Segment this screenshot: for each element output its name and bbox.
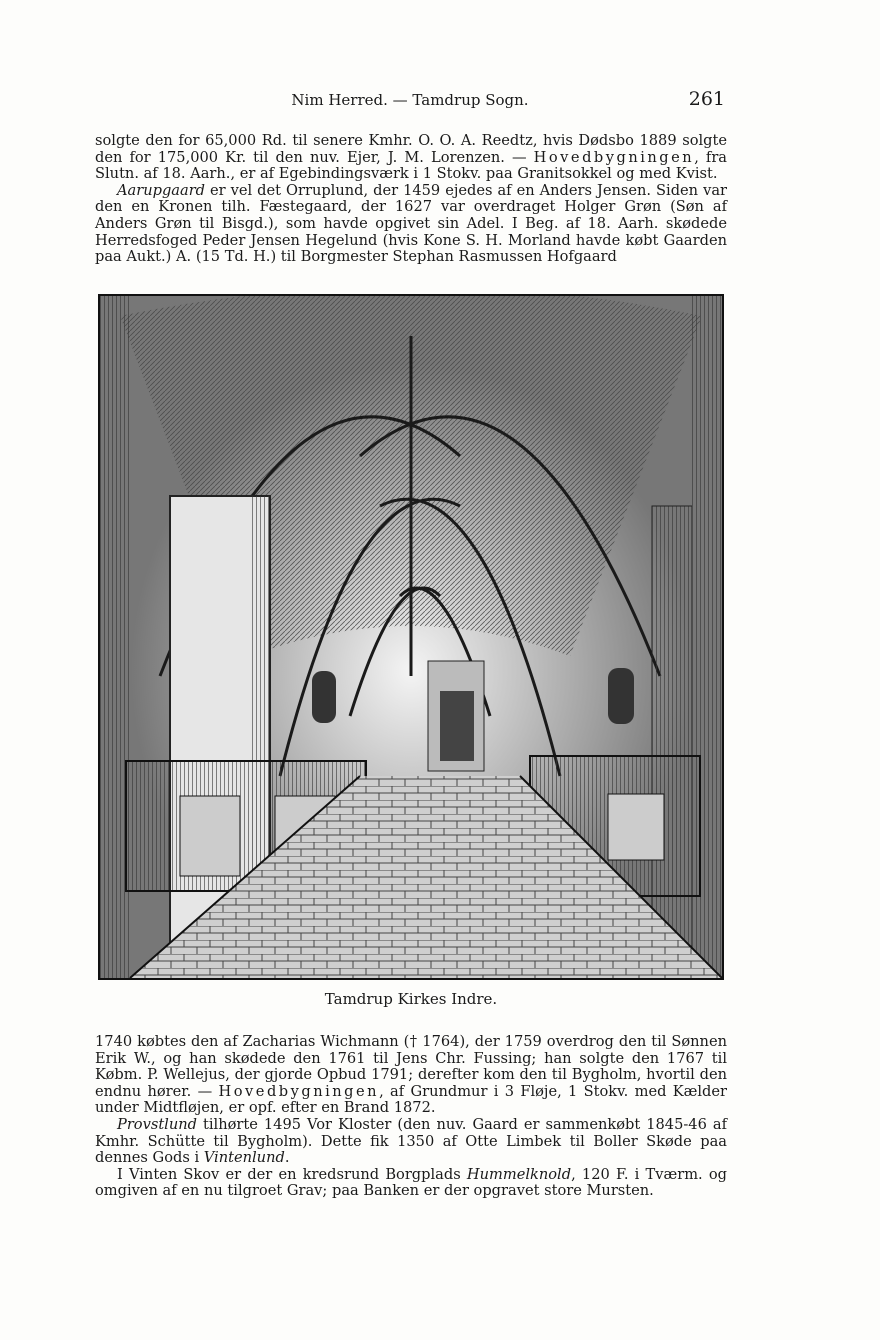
left-window [312,671,336,723]
place-name: Aarupgaard [117,181,206,199]
text-run: I Vinten Skov er der en kredsrund Borgplads [117,1165,467,1183]
figure-caption: Tamdrup Kirkes Indre. [324,990,498,1008]
text-run: er vel det Orruplund, der 1459 ejedes af en Anders Jensen. Siden var den en Kronen tilh. Fæstegaard, der 1627 var overdraget Holger Grøn (Søn af Anders Grøn til Bisgd.), som havde opgivet sin Adel. I Beg. af 18. Aarh. skødede Herredsfoged Peder Jensen Hegelund (hvis Kone S. H. Morland havde købt Gaarden paa Aukt.) A. (15 Td. H.) til Borgmester Stephan Rasmussen Hofgaard [95,181,727,266]
paragraph [95,133,727,183]
pew-panel [608,794,664,860]
text-run: . [284,1149,290,1167]
place-name: Hummelknold [466,1165,572,1183]
right-window [608,668,634,724]
paragraph [95,1117,727,1167]
paragraph [95,1034,727,1117]
altarpiece [440,691,474,761]
spaced-term: Hovedbygningen [533,148,695,166]
paragraph [95,183,727,266]
top-text-block [95,133,727,266]
text-run: tilhørte 1495 Vor Kloster (den nuv. Gaard er sammenkøbt 1845-46 af Kmhr. Schütte til Bygholm). Dette fik 1350 af Otte Limbek til Boller Skøde paa dennes Gods i [95,1115,727,1167]
spaced-term: Hovedbygningen [218,1082,380,1100]
running-title: Nim Herred. — Tamdrup Sogn. [291,91,529,109]
text-run: solgte den for 65,000 Rd. til senere Kmhr. O. O. A. Reedtz, hvis Dødsbo 1889 solgte den for 175,000 Kr. til den nuv. Ejer, J. M. Lorenzen. — [95,132,727,166]
paragraph [95,1167,727,1200]
bottom-text-block [95,1034,727,1200]
text-run: , fra Slutn. af 18. Aarh., er af Egebindingsværk i 1 Stokv. paa Granitsokkel og med Kvist. [95,148,727,183]
text-run: , 120 F. i Tværm. og omgiven af en nu tilgroet Grav; paa Banken er der opgravet store Mursten. [95,1165,728,1200]
place-name: Vintenlund [203,1149,285,1167]
church-interior-illustration [98,294,724,980]
text-run: 1740 købtes den af Zacharias Wichmann († 1764), der 1759 overdrog den til Sønnen Erik W., og han skødede den 1761 til Jens Chr. Fussing; han solgte den 1767 til Købm. P. Wellejus, der gjorde Opbud 1791; derefter kom den til Bygholm, hvortil den endnu hører. — [95,1033,727,1100]
text-run: , af Grundmur i 3 Fløje, 1 Stokv. med Kælder under Midtfløjen, er opf. efter en Brand 1872. [95,1082,727,1117]
place-name: Provstlund [117,1115,197,1133]
pew-panel [180,796,240,876]
page-number: 261 [688,88,725,110]
engraving-svg [100,296,722,978]
running-header [95,88,725,112]
